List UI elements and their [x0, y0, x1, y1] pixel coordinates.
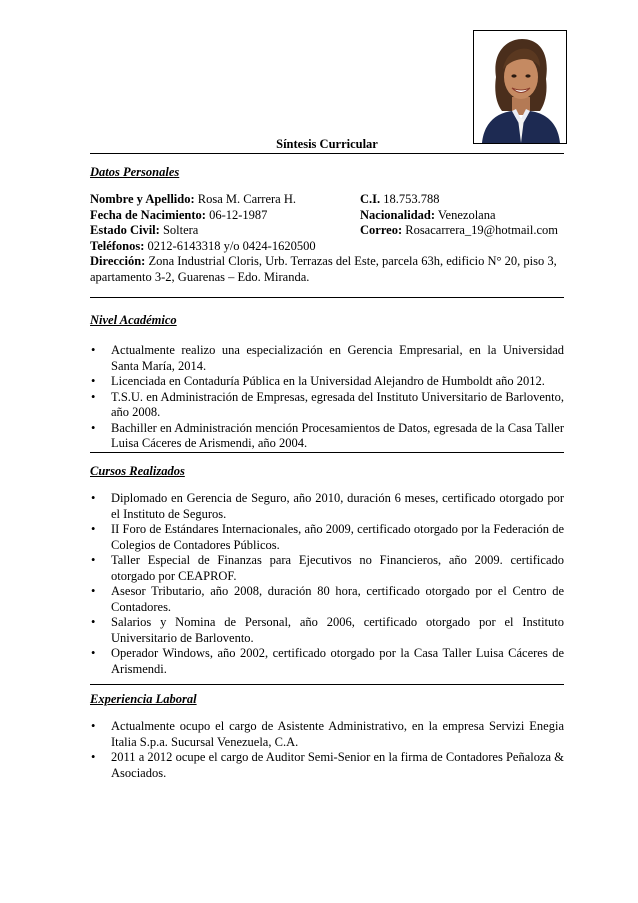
nacionalidad-label: Nacionalidad:	[360, 207, 436, 222]
estado-civil-label: Estado Civil:	[90, 223, 160, 237]
section-divider	[90, 684, 564, 685]
list-item	[90, 390, 564, 421]
list-item	[90, 750, 564, 781]
list-item	[90, 522, 564, 553]
nacionalidad-field	[360, 208, 496, 224]
list-item	[90, 584, 564, 615]
profile-photo	[473, 30, 567, 144]
bullet-icon: •	[91, 420, 96, 435]
fecha-value: 06-12-1987	[205, 207, 268, 222]
cursos-realizados-list	[90, 491, 564, 677]
section-divider	[90, 452, 564, 453]
list-item-text: Asesor Tributario, año 2008, duración 80 hora, certificado otorgado por el Centro de Contadores.	[111, 584, 564, 614]
correo-value: Rosacarrera_19@hotmail.com	[402, 223, 559, 237]
direccion-value: Zona Industrial Cloris, Urb. Terrazas del Este, parcela 63h, edificio N° 20, piso 3, apartamento 3-2, Guarenas – Edo. Miranda.	[90, 254, 557, 284]
bullet-icon: •	[91, 389, 96, 404]
bullet-icon: •	[91, 343, 96, 357]
list-item	[90, 553, 564, 584]
nombre-label: Nombre y Apellido:	[90, 192, 195, 206]
fecha-field	[90, 208, 267, 222]
list-item-text: Taller Especial de Finanzas para Ejecutivos no Financieros, año 2009. certificado otorgado por CEAPROF.	[111, 553, 564, 583]
section-heading-nivel-academico: Nivel Académico	[90, 313, 177, 327]
ci-field	[360, 192, 440, 208]
personal-row-1	[90, 192, 564, 208]
nacionalidad-value: Venezolana	[435, 207, 496, 222]
list-item-text: Diplomado en Gerencia de Seguro, año 2010, duración 6 meses, certificado otorgado por el Instituto de Seguros.	[111, 491, 564, 521]
bullet-icon: •	[91, 584, 96, 598]
bullet-icon: •	[91, 615, 96, 629]
portrait-illustration	[474, 31, 566, 143]
personal-row-3	[90, 223, 564, 239]
ci-label: C.I.	[360, 192, 381, 206]
bullet-icon: •	[91, 553, 96, 567]
section-heading-cursos-realizados: Cursos Realizados	[90, 464, 185, 478]
list-item-text: Operador Windows, año 2002, certificado otorgado por la Casa Taller Luisa Cáceres de Arismendi.	[111, 646, 564, 676]
section-divider	[90, 297, 564, 298]
correo-field	[360, 223, 558, 239]
bullet-icon: •	[91, 646, 96, 660]
bullet-icon: •	[91, 719, 96, 733]
list-item	[90, 491, 564, 522]
list-item	[90, 646, 564, 677]
personal-row-4	[90, 239, 564, 255]
bullet-icon: •	[91, 374, 96, 388]
ci-value: 18.753.788	[380, 192, 440, 206]
direccion-field	[90, 254, 564, 285]
list-item-text: Licenciada en Contaduría Pública en la Universidad Alejandro de Humboldt año 2012.	[111, 374, 545, 388]
fecha-label: Fecha de Nacimiento:	[90, 207, 206, 222]
list-item-text: Salarios y Nomina de Personal, año 2006, certificado otorgado por el Instituto Universitario de Barlovento.	[111, 615, 564, 645]
section-heading-experiencia-laboral: Experiencia Laboral	[90, 692, 197, 706]
personal-row-2	[90, 208, 564, 224]
list-item	[90, 374, 564, 390]
list-item-text: Actualmente realizo una especialización en Gerencia Empresarial, en la Universidad Santa María, 2014.	[111, 343, 564, 373]
list-item-text: Actualmente ocupo el cargo de Asistente Administrativo, en la empresa Servizi Enegia Italia S.p.a. Sucursal Venezuela, C.A.	[111, 719, 564, 749]
list-item	[90, 343, 564, 374]
telefonos-label: Teléfonos:	[90, 238, 145, 253]
bullet-icon: •	[91, 750, 96, 764]
nombre-value: Rosa M. Carrera H.	[194, 192, 297, 206]
list-item	[90, 719, 564, 750]
bullet-icon: •	[91, 491, 96, 505]
telefonos-field	[90, 239, 316, 253]
direccion-label: Dirección:	[90, 254, 146, 268]
title-divider	[90, 153, 564, 154]
list-item	[90, 421, 564, 452]
list-item-text: II Foro de Estándares Internacionales, año 2009, certificado otorgado por la Federación de Colegios de Contadores Públicos.	[111, 522, 564, 552]
document-title: Síntesis Curricular	[276, 137, 378, 151]
experiencia-laboral-list	[90, 719, 564, 781]
bullet-icon: •	[91, 522, 96, 536]
list-item-text: Bachiller en Administración mención Procesamientos de Datos, egresada de la Casa Taller Luisa Cáceres de Arismendi, año 2004.	[111, 420, 564, 450]
estado-civil-value: Soltera	[159, 223, 199, 237]
section-heading-datos-personales: Datos Personales	[90, 165, 180, 179]
list-item	[90, 615, 564, 646]
list-item-text: T.S.U. en Administración de Empresas, egresada del Instituto Universitario de Barlovento, año 2008.	[111, 389, 564, 419]
nombre-field	[90, 192, 296, 206]
telefonos-value: 0212-6143318 y/o 0424-1620500	[144, 238, 316, 253]
list-item-text: 2011 a 2012 ocupe el cargo de Auditor Semi-Senior en la firma de Contadores Peñaloza & Asociados.	[111, 750, 564, 780]
estado-civil-field	[90, 223, 198, 237]
correo-label: Correo:	[360, 223, 403, 237]
nivel-academico-list	[90, 343, 564, 452]
